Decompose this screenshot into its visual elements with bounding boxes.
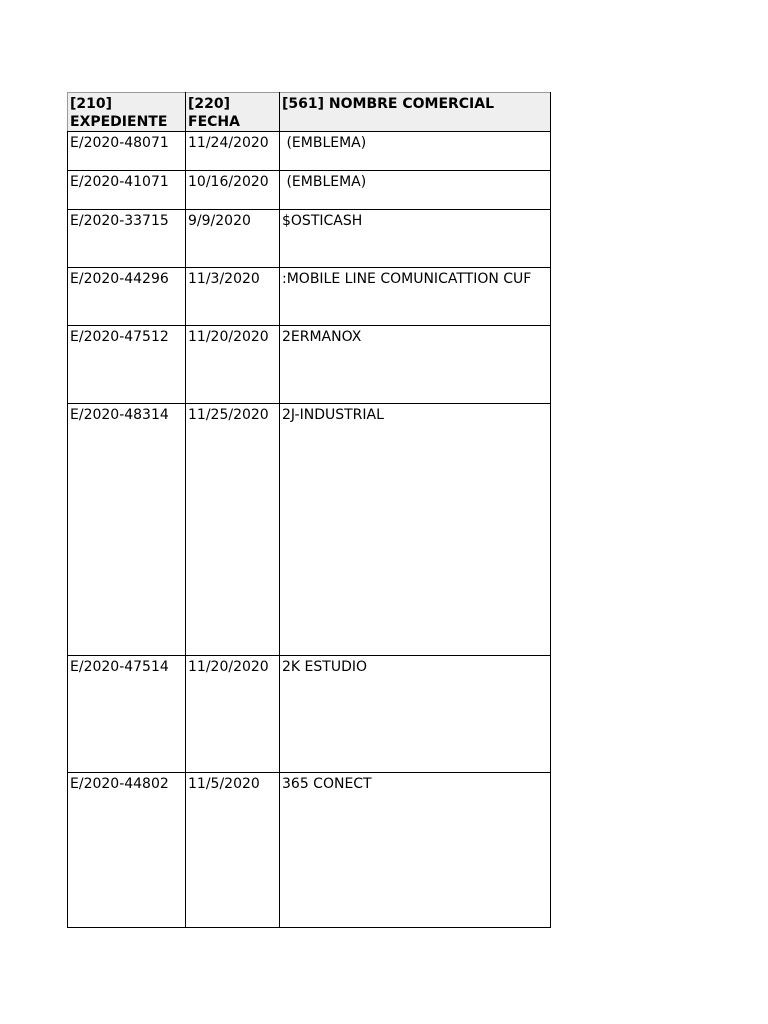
cell-fecha: 11/20/2020 xyxy=(186,656,280,773)
cell-expediente: E/2020-47512 xyxy=(68,326,186,404)
header-fecha: [220] FECHA xyxy=(186,93,280,132)
table-row xyxy=(68,773,551,928)
cell-nombre: (EMBLEMA) xyxy=(280,132,551,171)
table-row xyxy=(68,656,551,773)
header-expediente: [210] EXPEDIENTE xyxy=(68,93,186,132)
table-row xyxy=(68,326,551,404)
cell-nombre: 2J-INDUSTRIAL xyxy=(280,404,551,656)
table-header-row xyxy=(68,93,551,132)
cell-expediente: E/2020-48071 xyxy=(68,132,186,171)
cell-fecha: 11/5/2020 xyxy=(186,773,280,928)
cell-expediente: E/2020-44802 xyxy=(68,773,186,928)
cell-fecha: 11/25/2020 xyxy=(186,404,280,656)
cell-nombre: (EMBLEMA) xyxy=(280,171,551,210)
cell-nombre: 2ERMANOX xyxy=(280,326,551,404)
cell-fecha: 9/9/2020 xyxy=(186,210,280,268)
cell-fecha: 10/16/2020 xyxy=(186,171,280,210)
table-row xyxy=(68,210,551,268)
table-row xyxy=(68,171,551,210)
cell-fecha: 11/3/2020 xyxy=(186,268,280,326)
cell-expediente: E/2020-48314 xyxy=(68,404,186,656)
cell-nombre: $OSTICASH xyxy=(280,210,551,268)
cell-nombre: :MOBILE LINE COMUNICATTION CUF xyxy=(280,268,551,326)
cell-fecha: 11/20/2020 xyxy=(186,326,280,404)
table-row xyxy=(68,268,551,326)
header-nombre-comercial: [561] NOMBRE COMERCIAL xyxy=(280,93,551,132)
table-row xyxy=(68,404,551,656)
cell-expediente: E/2020-33715 xyxy=(68,210,186,268)
cell-expediente: E/2020-44296 xyxy=(68,268,186,326)
cell-expediente: E/2020-47514 xyxy=(68,656,186,773)
cell-nombre: 2K ESTUDIO xyxy=(280,656,551,773)
cell-nombre: 365 CONECT xyxy=(280,773,551,928)
trademark-table xyxy=(67,92,551,928)
cell-fecha: 11/24/2020 xyxy=(186,132,280,171)
cell-expediente: E/2020-41071 xyxy=(68,171,186,210)
table-row xyxy=(68,132,551,171)
